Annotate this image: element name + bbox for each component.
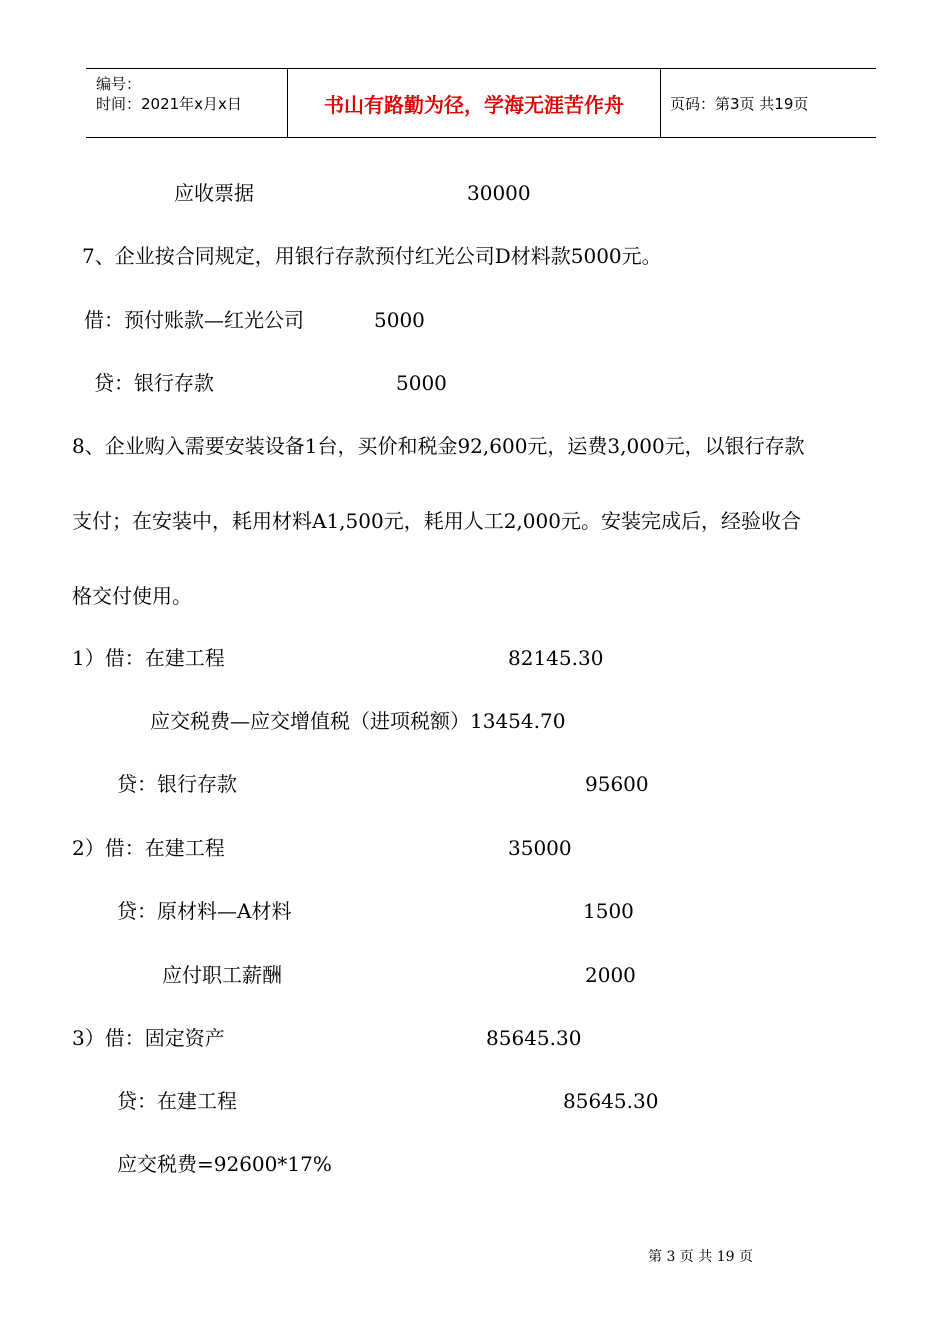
amount: 1500 bbox=[583, 899, 634, 923]
text-line: 应交税费=92600*17% bbox=[117, 1152, 332, 1176]
text-line: 1）借：在建工程 bbox=[72, 646, 225, 670]
text-line: 7、企业按合同规定，用银行存款预付红光公司D材料款5000元。 bbox=[82, 244, 662, 268]
amount: 85645.30 bbox=[563, 1089, 659, 1113]
amount: 2000 bbox=[585, 963, 636, 987]
page-footer: 第 3 页 共 19 页 bbox=[648, 1249, 753, 1265]
header-meta bbox=[86, 69, 286, 137]
text-line: 贷：银行存款 bbox=[117, 772, 237, 796]
text-line: 支付；在安装中，耗用材料A1,500元，耗用人工2,000元。安装完成后，经验收合 bbox=[72, 509, 801, 533]
text-line: 贷：原材料—A材料 bbox=[117, 899, 292, 923]
amount: 30000 bbox=[467, 181, 531, 205]
text-line: 应收票据 bbox=[174, 181, 254, 205]
amount: 82145.30 bbox=[508, 646, 604, 670]
amount: 35000 bbox=[508, 836, 572, 860]
amount: 5000 bbox=[396, 371, 447, 395]
text-line: 3）借：固定资产 bbox=[72, 1026, 225, 1050]
text-line: 8、企业购入需要安装设备1台，买价和税金92,600元，运费3,000元，以银行存款 bbox=[72, 434, 805, 458]
text-line: 应交税费—应交增值税（进项税额）13454.70 bbox=[150, 709, 566, 733]
text-line: 借：预付账款—红光公司 bbox=[84, 308, 304, 332]
page-header bbox=[86, 68, 876, 138]
amount: 85645.30 bbox=[486, 1026, 582, 1050]
text-line: 贷：在建工程 bbox=[117, 1089, 237, 1113]
text-line: 应付职工薪酬 bbox=[162, 963, 282, 987]
text-line: 格交付使用。 bbox=[72, 584, 192, 608]
header-page-info-text: 页码：第3页 共19页 bbox=[670, 94, 809, 113]
amount: 5000 bbox=[374, 308, 425, 332]
text-line: 贷：银行存款 bbox=[94, 371, 214, 395]
text-line: 2）借：在建工程 bbox=[72, 836, 225, 860]
header-number-label: 编号： bbox=[96, 75, 142, 93]
header-motto: 书山有路勤为径，学海无涯苦作舟 bbox=[287, 69, 661, 137]
header-page-info bbox=[660, 69, 876, 137]
header-time-label: 时间：2021年x月x日 bbox=[96, 95, 242, 113]
amount: 95600 bbox=[585, 772, 649, 796]
